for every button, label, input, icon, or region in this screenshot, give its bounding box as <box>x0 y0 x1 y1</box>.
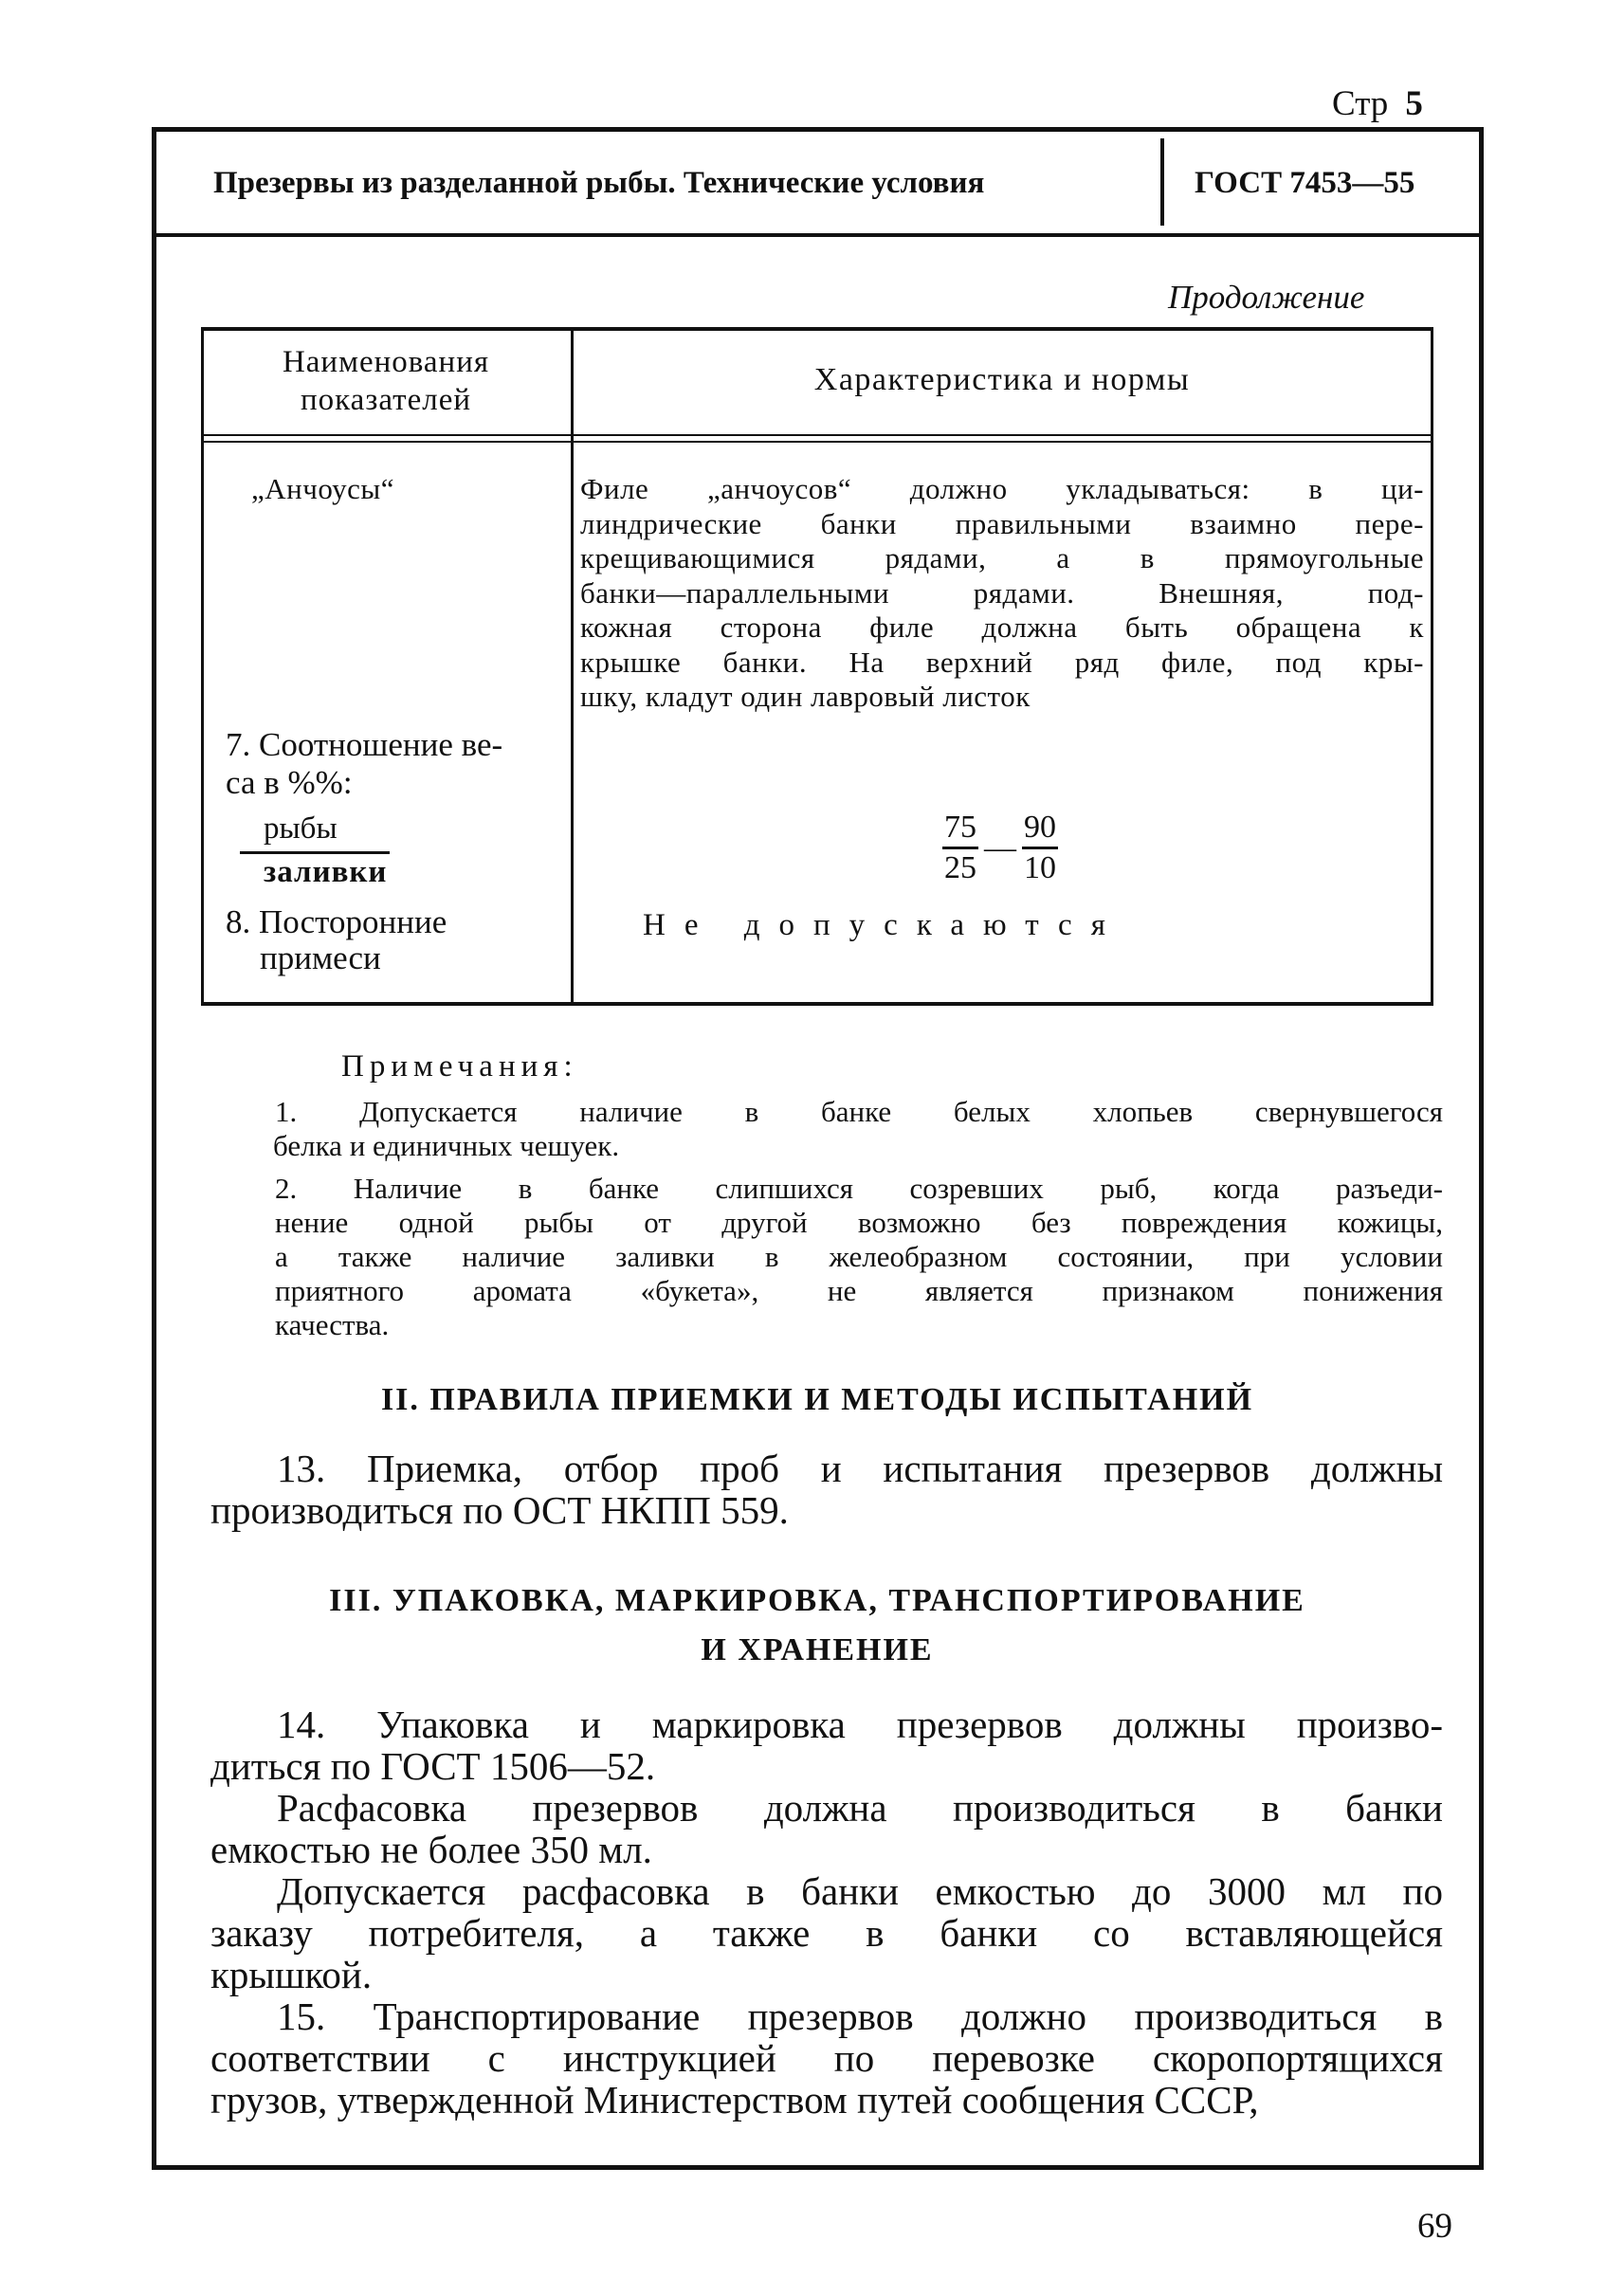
note-line: нение одной рыбы от другой возможно без повреждения кожицы, <box>275 1206 1443 1239</box>
table-left-border <box>201 327 204 1006</box>
para-line: Расфасовка презервов должна производиться в банки <box>277 1786 1443 1830</box>
paragraph-14-packing <box>210 1787 1443 1870</box>
weight-ratio-value <box>942 809 1058 887</box>
note-2 <box>275 1172 1443 1342</box>
para-line: производиться по ОСТ НКПП 559. <box>210 1488 789 1532</box>
foreign-label-line1: 8. Посторонние <box>226 903 447 940</box>
table-header-indicators <box>210 343 561 419</box>
para-line: грузов, утвержденной Министерством путей сообщения СССР, <box>210 2078 1259 2122</box>
table-right-border <box>1431 327 1433 1006</box>
ratio-dash: — <box>984 829 1016 865</box>
desc-line: крещивающимися рядами, а в прямоугольные <box>580 541 1424 574</box>
notes-title: Примечания: <box>341 1049 578 1084</box>
desc-line: линдрические банки правильными взаимно пере- <box>580 506 1424 540</box>
document-title: Презервы из разделанной рыбы. Технические условия <box>213 166 985 200</box>
fish-label: рыбы <box>264 811 338 846</box>
paragraph-15 <box>210 1995 1443 2121</box>
ratio-high-numerator: 90 <box>1022 809 1058 849</box>
desc-line: кожная сторона филе должна быть обращена к <box>580 610 1424 644</box>
para-line: 13. Приемка, отбор проб и испытания презервов должны <box>277 1447 1443 1490</box>
para-line: крышкой. <box>210 1953 373 1996</box>
table-bottom-border <box>201 1002 1433 1006</box>
ratio-high-fraction <box>1022 809 1058 887</box>
section-3-heading-line2: И ХРАНЕНИЕ <box>701 1632 934 1667</box>
ratio-label-line2: са в %%: <box>226 764 353 801</box>
table-header-indicators-line2: показателей <box>300 383 471 417</box>
paragraph-14 <box>210 1703 1443 1787</box>
desc-line: крышке банки. На верхний ряд филе, под кры- <box>580 645 1424 679</box>
ratio-label-line1: 7. Соотношение ве- <box>226 726 503 763</box>
fraction-bar <box>240 851 390 854</box>
row-anchovy-description <box>580 472 1424 715</box>
header-separator <box>156 233 1479 237</box>
table-top-border <box>201 327 1433 331</box>
note-line: приятного аромата «букета», не является признаком понижения <box>275 1274 1443 1307</box>
ratio-low-denominator: 25 <box>944 850 976 885</box>
ratio-low-fraction <box>942 809 978 887</box>
desc-line: Филе „анчоусов“ должно укладываться: в ци- <box>580 472 1424 505</box>
desc-line: шку, кладут один лавровый листок <box>580 680 1031 713</box>
table-header-indicators-line1: Наименования <box>282 345 490 379</box>
page-label-number: 5 <box>1405 84 1423 123</box>
note-line: качества. <box>275 1308 390 1341</box>
note-line: а также наличие заливки в желеобразном состоянии, при условии <box>275 1240 1443 1273</box>
note-line: белка и единичных чешуек. <box>273 1129 620 1162</box>
para-line: 15. Транспортирование презервов должно производиться в <box>277 1994 1443 2038</box>
row-anchovy-label: „Анчоусы“ <box>251 472 394 505</box>
frame-top-border <box>152 127 1484 132</box>
para-line: диться по ГОСТ 1506—52. <box>210 1744 656 1788</box>
para-line: Допускается расфасовка в банки емкостью до 3000 мл по <box>277 1869 1443 1913</box>
table-header-rule-double <box>201 441 1433 443</box>
paragraph-13 <box>210 1448 1443 1531</box>
para-line: заказу потребителя, а также в банки со вставляющейся <box>210 1911 1443 1955</box>
ratio-low-numerator: 75 <box>942 809 978 849</box>
row-weight-ratio-label <box>226 726 557 802</box>
table-header-characteristics: Характеристика и нормы <box>813 362 1191 397</box>
note-line: 1. Допускается наличие в банке белых хлопьев свернувшегося <box>275 1095 1443 1128</box>
fill-label: заливки <box>264 855 388 889</box>
header-divider <box>1160 138 1164 226</box>
para-line: емкостью не более 350 мл. <box>210 1828 652 1871</box>
foreign-label-line2: примеси <box>260 939 381 976</box>
frame-left-border <box>152 127 156 2170</box>
continuation-label: Продолжение <box>1168 279 1365 316</box>
frame-bottom-border <box>152 2165 1484 2170</box>
section-3-heading: III. УПАКОВКА, МАРКИРОВКА, ТРАНСПОРТИРОВАНИЕ <box>329 1583 1305 1618</box>
page-label <box>1332 83 1423 124</box>
note-1 <box>275 1095 1443 1163</box>
table-header-rule <box>201 434 1433 436</box>
frame-right-border <box>1479 127 1484 2170</box>
paragraph-14-allowed <box>210 1870 1443 1995</box>
row-foreign-matter-label <box>226 904 557 976</box>
para-line: соответствии с инструкцией по перевозке скоропортящихся <box>210 2036 1443 2080</box>
document-code: ГОСТ 7453—55 <box>1195 166 1415 200</box>
note-line: 2. Наличие в банке слипшихся созревших рыб, когда разъеди- <box>275 1172 1443 1205</box>
page-label-text: Стр <box>1332 84 1389 123</box>
section-2-heading: II. ПРАВИЛА ПРИЕМКИ И МЕТОДЫ ИСПЫТАНИЙ <box>380 1382 1254 1417</box>
table-column-divider <box>571 327 574 1006</box>
page-number: 69 <box>1417 2207 1452 2246</box>
desc-line: банки—параллельными рядами. Внешняя, под- <box>580 575 1424 610</box>
row-foreign-matter-value: Не допускаются <box>643 908 1124 942</box>
ratio-high-denominator: 10 <box>1024 850 1056 885</box>
para-line: 14. Упаковка и маркировка презервов должны произво- <box>277 1703 1443 1746</box>
